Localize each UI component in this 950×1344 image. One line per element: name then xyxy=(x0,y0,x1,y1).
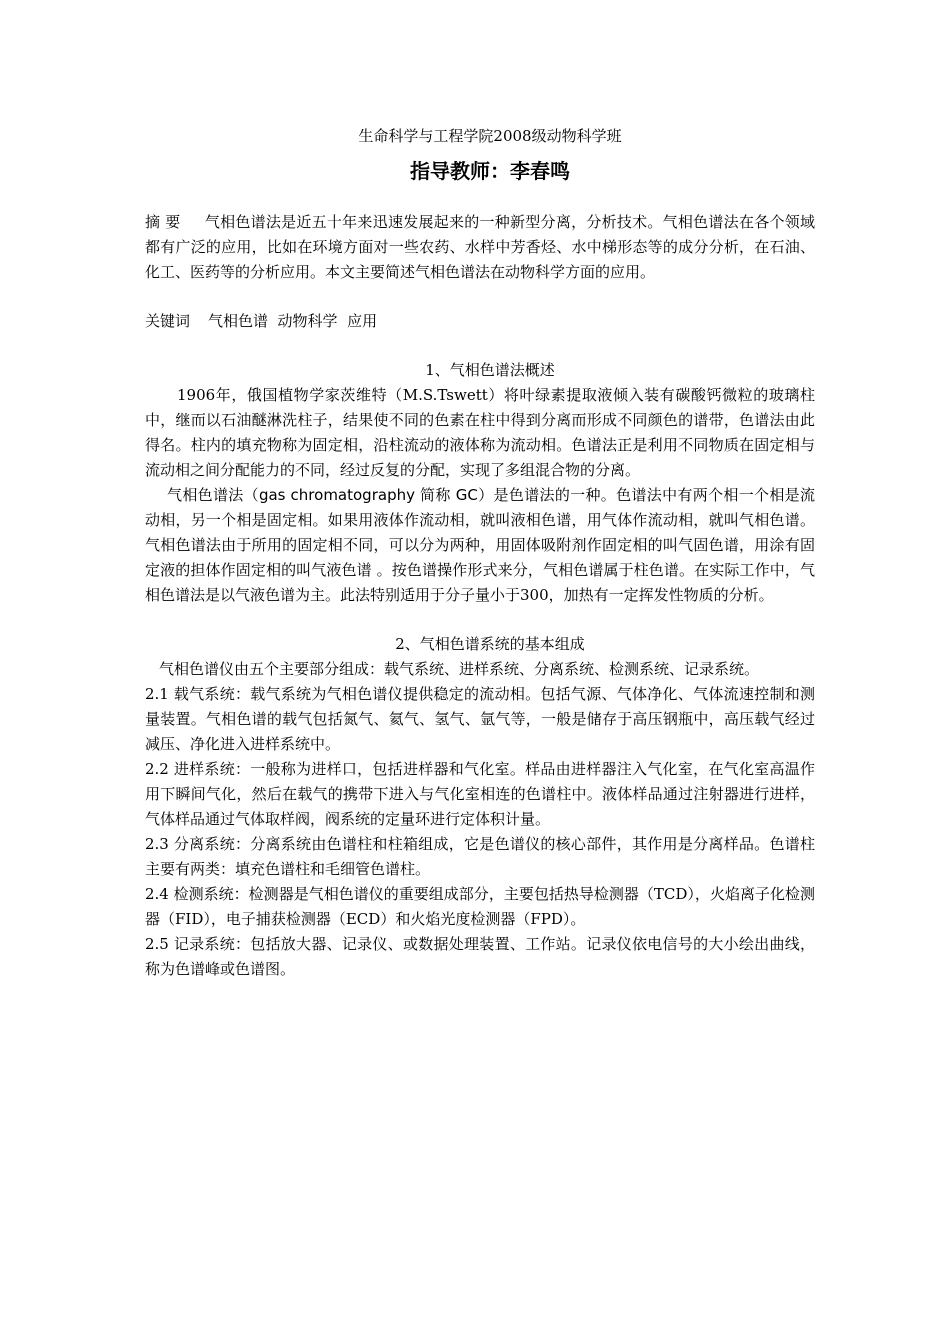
keywords-line xyxy=(145,309,815,334)
section-1-paragraph-2 xyxy=(145,483,815,608)
section-2-item-injection: 2.2 进样系统：一般称为进样口，包括进样器和气化室。样品由进样器注入气化室，在气化室高温作用下瞬间气化，然后在载气的携带下进入与气化室相连的色谱柱中。液体样品通过注射器进行进样，气体样品通过气体取样阀，阀系统的定量环进行定体积计量。 xyxy=(145,760,815,828)
document-page xyxy=(145,124,815,982)
section-2-intro: 气相色谱仪由五个主要部分组成：载气系统、进样系统、分离系统、检测系统、记录系统。 xyxy=(159,660,760,678)
section-1-p2-term: gas chromatography 简称 GC xyxy=(258,486,478,504)
keywords-label: 关键词 xyxy=(145,312,191,330)
section-2-heading: 2、气相色谱系统的基本组成 xyxy=(395,635,585,653)
teacher-title: 指导教师：李春鸣 xyxy=(410,159,570,183)
section-1-paragraph-1: 1906年，俄国植物学家茨维特（M.S.Tswett）将叶绿素提取液倾入装有碳酸钙微粒的玻璃柱中，继而以石油醚淋洗柱子，结果使不同的色素在柱中得到分离而形成不同颜色的谱带，色谱法由此得名。柱内的填充物称为固定相，沿柱流动的液体称为流动相。色谱法正是利用不同物质在固定相与流动相之间分配能力的不同，经过反复的分配，实现了多组混合物的分离。 xyxy=(145,386,815,479)
section-2-item-recording: 2.5 记录系统：包括放大器、记录仪、或数据处理装置、工作站。记录仪依电信号的大小绘出曲线，称为色谱峰或色谱图。 xyxy=(145,935,815,978)
section-1-p2-rest: ）是色谱法的一种。色谱法中有两个相一个相是流动相，另一个相是固定相。如果用液体作流动相，就叫液相色谱，用气体作流动相，就叫气相色谱。气相色谱法由于所用的固定相不同，可以分为两种，用固体吸附剂作固定相的叫气固色谱，用涂有固定液的担体作固定相的叫气液色谱 。按色谱操作形式来分，气相色谱属于柱色谱。在实际工作中，气相色谱法是以气液色谱为主。此法特别适用于分子量小于300，加热有一定挥发性物质的分析。 xyxy=(145,486,815,604)
abstract-text: 气相色谱法是近五十年来迅速发展起来的一种新型分离，分析技术。气相色谱法在各个领域都有广泛的应用，比如在环境方面对一些农药、水样中芳香烃、水中梯形态等的成分分析，在石油、化工、医药等的分析应用。本文主要简述气相色谱法在动物科学方面的应用。 xyxy=(145,213,815,281)
section-2-item-detection: 2.4 检测系统：检测器是气相色谱仪的重要组成部分，主要包括热导检测器（TCD），火焰离子化检测器（FID），电子捕获检测器（ECD）和火焰光度检测器（FPD）。 xyxy=(145,885,815,928)
section-1-p2-prefix: 气相色谱法（ xyxy=(167,486,259,504)
abstract-paragraph xyxy=(145,210,815,285)
section-1-heading: 1、气相色谱法概述 xyxy=(425,361,555,379)
section-2-item-separation: 2.3 分离系统：分离系统由色谱柱和柱箱组成，它是色谱仪的核心部件，其作用是分离样品。色谱柱主要有两类：填充色谱柱和毛细管色谱柱。 xyxy=(145,835,815,878)
abstract-label: 摘 要 xyxy=(145,213,181,231)
keywords-text: 气相色谱 动物科学 应用 xyxy=(208,312,378,330)
section-2-item-carrier-gas: 2.1 载气系统：载气系统为气相色谱仪提供稳定的流动相。包括气源、气体净化、气体流速控制和测量装置。气相色谱的载气包括氮气、氦气、氢气、氩气等，一般是储存于高压钢瓶中，高压载气经过减压、净化进入进样系统中。 xyxy=(145,685,815,753)
department-line: 生命科学与工程学院2008级动物科学班 xyxy=(358,127,622,145)
